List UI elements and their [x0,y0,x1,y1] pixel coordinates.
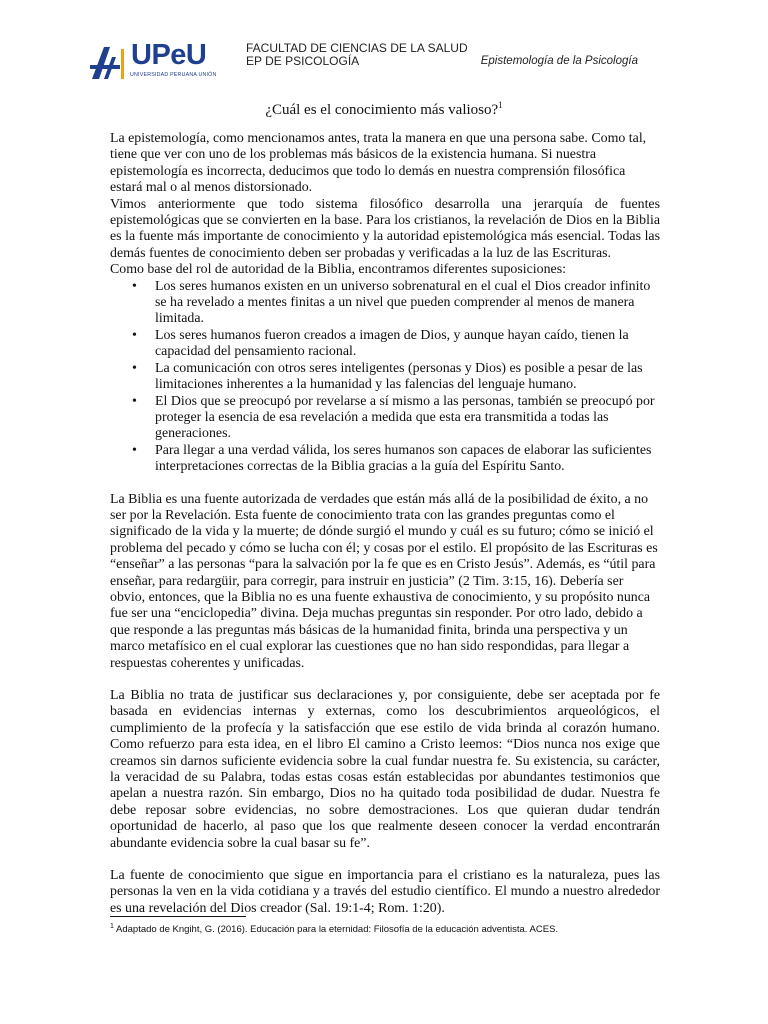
document-title [0,96,768,119]
title-text: ¿Cuál es el conocimiento más valioso? [265,102,499,118]
list-item: • La comunicación con otros seres inteligentes (personas y Dios) es posible a pesar de las limitaciones inherentes a la humanidad y las falencias del lenguaje humano. [110,361,660,394]
document-body [110,131,660,917]
footnote-mark: 1 [110,923,114,930]
logo-subtitle: UNIVERSIDAD PERUANA UNIÓN [130,72,217,78]
assumptions-list [110,279,660,476]
footnote-separator [110,916,246,917]
upeu-logo [90,39,230,81]
paragraph-intro: La epistemología, como mencionamos antes, trata la manera en que una persona sabe. Como tal, tiene que ver con uno de los problemas más básicos de la existencia humana. Si nuestra epistemología es incorrecta, deducimos que todo lo demás en nuestra comprensión filosófica estará mal o al menos distorsionado. [110,131,647,196]
page-header [0,0,768,90]
faculty-name: FACULTAD DE CIENCIAS DE LA SALUD [246,41,468,55]
logo-wordmark: UPeU [131,39,207,71]
footnote-text: Adaptado de Kngiht, G. (2016). Educación para la eternidad: Filosofía de la educación adventista. ACES. [113,924,559,935]
paragraph-assumptions-intro: Como base del rol de autoridad de la Biblia, encontramos diferentes suposiciones: [110,262,566,278]
list-item: • Los seres humanos existen en un universo sobrenatural en el cual el Dios creador infinito se ha revelado a mentes finitas a un nivel que pueden comprender al menos de manera limitada. [110,279,660,328]
paragraph-bible-authority: La Biblia es una fuente autorizada de verdades que están más allá de la posibilidad de éxito, a no ser por la Revelación. Esta fuente de conocimiento trata con las grandes preguntas como el significado de la vida y la muerte; de dónde surgió el mundo y cuál es su futuro; cómo se inició el problema del pecado y cómo se lucha con él; y cosas por el estilo. El propósito de las Escrituras es “enseñar” a las personas “para la salvación por la fe que es en Cristo Jesús”. Además, es “útil para enseñar, para redargüir, para corregir, para instruir en justicia” (2 Tim. 3:15, 16). Debería ser obvio, entonces, que la Biblia no es una fuente exhaustiva de conocimiento, y su propósito nunca fue ser una “enciclopedia” divina. Deja muchas preguntas sin responder. Por otro lado, debido a que responde a las preguntas más básicas de la humanidad finita, brinda una perspectiva y un marco metafísico en el cual explorar las cuestiones que no han sido respondidas, para llegar a respuestas coherentes y unificadas. [110,491,658,671]
paragraph-nature: La fuente de conocimiento que sigue en importancia para el cristiano es la naturaleza, pues las personas la ven en la vida cotidiana y a través del estudio científico. El mundo a nuestro alrededor es una revelación del Dios creador (Sal. 19:1-4; Rom. 1:20). [110,868,660,916]
school-name: EP DE PSICOLOGÍA [246,54,360,68]
paragraph-hierarchy: Vimos anteriormente que todo sistema filosófico desarrolla una jerarquía de fuentes epistemológicas que se convierten en la base. Para los cristianos, la revelación de Dios en la Biblia es la fuente más importante de conocimiento y la autoridad epistemológica más esencial. Todas las demás fuentes de conocimiento deben ser probadas y verificadas a la luz de las Escrituras. [110,196,660,261]
logo-mark-icon [90,45,126,81]
list-item: • El Dios que se preocupó por revelarse a sí mismo a las personas, también se preocupó por proteger la esencia de esa revelación a medida que esta era transmitida a todas las generaciones. [110,394,660,443]
list-item: • Para llegar a una verdad válida, los seres humanos son capaces de elaborar las suficientes interpretaciones correctas de la Biblia gracias a la guía del Espíritu Santo. [110,443,660,476]
title-footnote-ref: 1 [498,100,503,110]
paragraph-faith-evidence: La Biblia no trata de justificar sus declaraciones y, por consiguiente, debe ser aceptada por fe basada en evidencias internas y externas, como los descubrimientos arqueológicos, el cumplimiento de la profecía y la satisfacción que ese estilo de vida brinda al corazón humano. Como refuerzo para esta idea, en el libro El camino a Cristo leemos: “Dios nunca nos exige que creamos sin darnos suficiente evidencia sobre la cual fundar nuestra fe. Su existencia, su carácter, la veracidad de su Palabra, todas estas cosas están establecidas por abundantes testimonios que apelan a nuestra razón. Sin embargo, Dios no ha quitado toda posibilidad de dudar. Nuestra fe debe reposar sobre evidencias, no sobre demostraciones. Los que quieran dudar tendrán oportunidad de hacerlo, al paso que los que realmente deseen conocer la verdad encontrarán abundante evidencia sobre la cual basar su fe”. [110,688,660,851]
faculty-block [246,42,468,68]
course-name: Epistemología de la Psicología [480,55,638,67]
footnote [110,921,670,936]
list-item: • Los seres humanos fueron creados a imagen de Dios, y aunque hayan caído, tienen la capacidad del pensamiento racional. [110,328,660,361]
